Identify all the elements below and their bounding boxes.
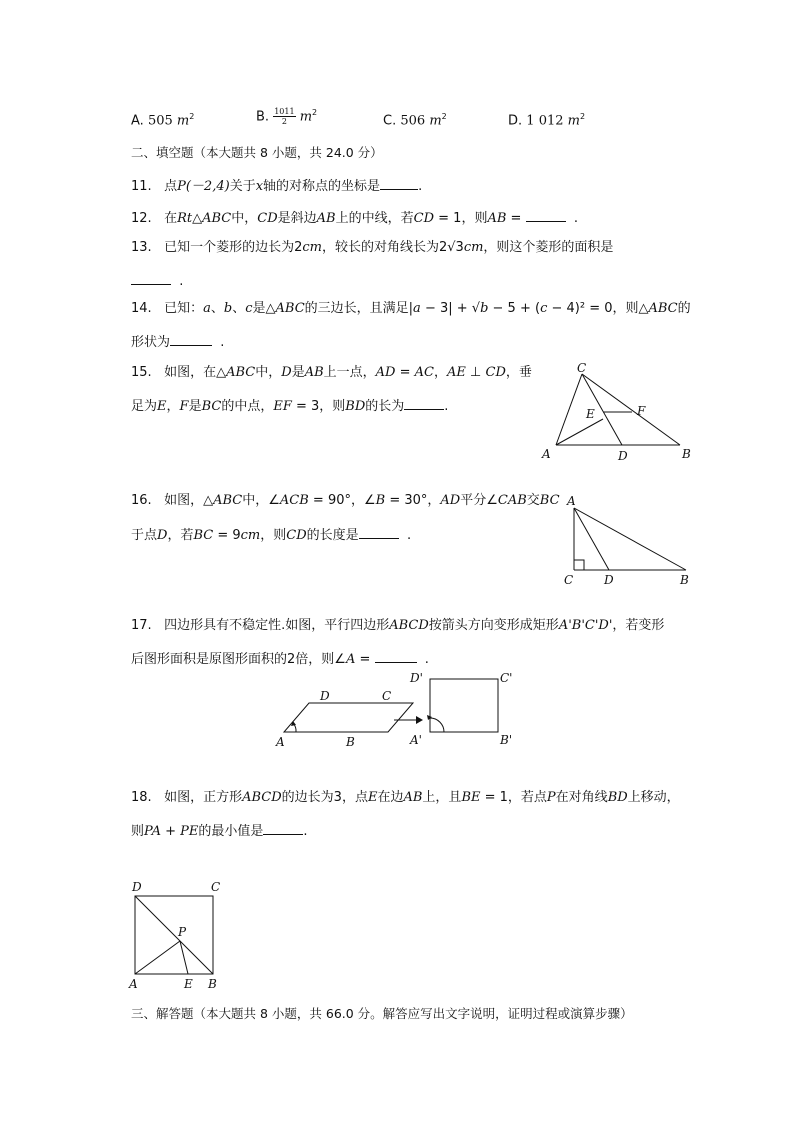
text: ，若变形 — [612, 618, 665, 633]
math: b — [223, 301, 233, 316]
label-d-prime: D' — [410, 671, 423, 685]
question-number: 13. — [131, 240, 152, 255]
text: . — [220, 335, 225, 350]
question-number: 11. — [131, 179, 152, 194]
math: BC — [539, 493, 560, 508]
segment-cb — [582, 374, 680, 445]
math: PA — [144, 824, 161, 839]
segment-ae — [556, 419, 603, 445]
label-d: D — [132, 880, 142, 894]
text: 点 — [164, 179, 178, 194]
math: AC — [414, 365, 434, 380]
math: BC — [193, 528, 214, 543]
option-exp: 2 — [441, 112, 447, 121]
text: 如图，在△ — [164, 365, 227, 380]
text: 、 — [210, 301, 224, 316]
fraction-num: 1011 — [274, 107, 295, 117]
right-angle-mark — [574, 560, 584, 570]
label-a: A — [276, 735, 285, 749]
text: − 3| + √ — [420, 301, 481, 316]
math: cm — [463, 240, 484, 255]
label-c: C — [577, 362, 587, 375]
text: . — [573, 211, 578, 226]
option-value: 506 — [400, 113, 426, 129]
text: 在 — [164, 211, 178, 226]
text: △ — [192, 211, 203, 226]
math: ABCD — [242, 790, 282, 805]
text: = 90°，∠ — [308, 493, 376, 508]
answer-blank[interactable] — [170, 332, 212, 346]
segment-pe — [180, 941, 188, 974]
segment-pa — [135, 941, 180, 974]
option-letter: C. — [383, 113, 397, 129]
label-c-prime: C' — [500, 671, 513, 685]
text: ， — [434, 365, 448, 380]
option-unit: m — [299, 109, 313, 125]
option-exp: 2 — [579, 112, 586, 121]
text: 是 — [291, 365, 305, 380]
math: AB — [316, 211, 336, 226]
text: = 9 — [213, 528, 241, 543]
diagonal-bd — [135, 896, 213, 974]
triangle-figure-q16 — [560, 492, 700, 588]
label-c: C — [564, 573, 574, 587]
math: ABC — [226, 365, 256, 380]
text: 是 — [188, 399, 202, 414]
question-number: 15. — [131, 365, 152, 380]
text: = — [355, 652, 375, 667]
text: 中， — [255, 365, 282, 380]
text: . — [444, 399, 449, 414]
text: 上，且 — [422, 790, 462, 805]
text: = 1，若点 — [480, 790, 547, 805]
segment-ab — [574, 508, 686, 570]
text: ， — [166, 399, 180, 414]
math: a — [413, 301, 421, 316]
text: ，较长的对角线长为2√3 — [321, 240, 464, 255]
math: BC — [201, 399, 222, 414]
math: PE — [180, 824, 199, 839]
label-b: B — [346, 735, 355, 749]
text: 上移动， — [627, 790, 680, 805]
question-number: 12. — [131, 211, 152, 226]
text: 的最小值是 — [198, 824, 264, 839]
text: 关于 — [229, 179, 256, 194]
text: = — [395, 365, 415, 380]
text: 形状为 — [131, 335, 171, 350]
math: ABC — [275, 301, 305, 316]
text: . — [418, 179, 423, 194]
text: 的长度是 — [306, 528, 359, 543]
option-value: 505 — [147, 113, 173, 129]
math: B — [375, 493, 386, 508]
text: 的边长为3，点 — [281, 790, 368, 805]
question-13-line2 — [131, 271, 183, 291]
math: c — [245, 301, 253, 316]
text: ，则 — [260, 528, 287, 543]
text: . — [179, 274, 184, 289]
math: ACB — [279, 493, 309, 508]
math: P — [546, 790, 556, 805]
text: 的三边长，且满足| — [304, 301, 414, 316]
text: 于点 — [131, 528, 158, 543]
text: 在对角线 — [555, 790, 608, 805]
answer-blank[interactable] — [380, 176, 418, 190]
label-b-prime: B' — [500, 733, 513, 747]
section-title-answer: 三、解答题（本大题共 8 小题，共 66.0 分。解答应写出文字说明，证明过程或演算步骤） — [131, 1006, 633, 1021]
math: AB — [487, 211, 507, 226]
math: c — [540, 301, 548, 316]
text: 上一点， — [323, 365, 376, 380]
text: = 3，则 — [291, 399, 346, 414]
question-17 — [131, 617, 664, 635]
text: − 4)² = 0，则△ — [547, 301, 649, 316]
label-a: A — [567, 494, 576, 508]
math: ABC — [213, 493, 243, 508]
label-d: D — [604, 573, 614, 587]
text: . — [406, 528, 412, 543]
math: CD — [485, 365, 506, 380]
text: 按箭头方向变形成矩形 — [428, 618, 559, 633]
answer-blank[interactable] — [359, 525, 399, 539]
answer-blank[interactable] — [375, 649, 417, 663]
label-e: E — [184, 977, 193, 990]
text: 已知一个菱形的边长为2 — [164, 240, 303, 255]
label-c: C — [211, 880, 221, 894]
text: . — [303, 824, 308, 839]
question-number: 14. — [131, 301, 152, 316]
answer-blank[interactable] — [404, 396, 444, 410]
text: 的中点， — [221, 399, 274, 414]
math: ABC — [648, 301, 678, 316]
text: 是△ — [252, 301, 276, 316]
label-c: C — [382, 689, 392, 703]
math: F — [179, 399, 189, 414]
text: 中， — [231, 211, 258, 226]
option-letter: A. — [131, 113, 144, 129]
text: 的 — [677, 301, 691, 316]
question-15 — [131, 364, 532, 382]
section-title-fill-blank: 二、填空题（本大题共 8 小题，共 24.0 分） — [131, 145, 383, 160]
math: AE — [447, 365, 466, 380]
text: = 1，则 — [434, 211, 488, 226]
text: 交 — [526, 493, 540, 508]
question-number: 16. — [131, 493, 152, 508]
text: = — [506, 211, 526, 226]
question-14 — [131, 300, 691, 318]
text: 如图，正方形 — [164, 790, 243, 805]
arrow-head — [416, 716, 423, 724]
option-unit: m — [176, 113, 190, 129]
math: D — [281, 365, 292, 380]
question-14-line2 — [131, 332, 224, 352]
triangle-figure-q15 — [540, 362, 700, 466]
label-b: B — [208, 977, 217, 990]
text: ，则这个菱形的面积是 — [483, 240, 614, 255]
math: AB — [304, 365, 324, 380]
text: 则 — [131, 824, 145, 839]
answer-blank[interactable] — [526, 208, 566, 222]
text: . — [424, 652, 429, 667]
question-13 — [131, 239, 613, 257]
option-value: 1 012 — [526, 113, 564, 129]
math: AD — [375, 365, 396, 380]
math: cm — [240, 528, 261, 543]
text: = 30°， — [385, 493, 441, 508]
option-letter: D. — [508, 113, 523, 129]
math: a — [203, 301, 211, 316]
option-a — [131, 108, 194, 130]
text: ，垂 — [505, 365, 532, 380]
option-exp: 2 — [312, 108, 318, 117]
rectangle-a-b-c-d-prime — [430, 679, 498, 732]
text: 是斜边 — [277, 211, 317, 226]
label-p: P — [178, 925, 187, 939]
math: E — [157, 399, 167, 414]
parallelogram-figure-q17 — [270, 668, 530, 750]
math: AB — [403, 790, 423, 805]
math: E — [367, 790, 378, 805]
label-d: D — [618, 449, 628, 463]
math: BD — [607, 790, 628, 805]
math: CD — [286, 528, 307, 543]
question-number: 17. — [131, 618, 152, 633]
math: D — [157, 528, 168, 543]
text: 轴的对称点的坐标是 — [263, 179, 381, 194]
fraction-den: 2 — [281, 117, 287, 127]
question-17-line2 — [131, 649, 429, 669]
text: 四边形具有不稳定性.如图，平行四边形 — [164, 618, 390, 633]
answer-blank[interactable] — [263, 821, 303, 835]
math: A — [345, 652, 356, 667]
question-number: 18. — [131, 790, 152, 805]
text: 上的中线，若 — [335, 211, 414, 226]
math: b — [480, 301, 489, 316]
math: cm — [302, 240, 322, 255]
text: 足为 — [131, 399, 158, 414]
text: ，若 — [167, 528, 194, 543]
text: 如图，△ — [164, 493, 214, 508]
option-unit: m — [567, 113, 580, 129]
answer-blank[interactable] — [131, 271, 171, 285]
question-15-line2 — [131, 396, 448, 416]
segment-ac — [556, 374, 582, 445]
question-12 — [131, 208, 578, 228]
label-d: D — [320, 689, 330, 703]
label-f: F — [637, 404, 646, 418]
math: P(－2,4) — [177, 179, 230, 194]
label-b: B — [680, 573, 689, 587]
option-d — [508, 108, 585, 130]
math: A'B'C'D' — [558, 618, 613, 633]
math: CD — [413, 211, 435, 226]
text: 、 — [232, 301, 246, 316]
math: AD — [440, 493, 461, 508]
math: EF — [273, 399, 292, 414]
text: 已知： — [164, 301, 204, 316]
math: CAB — [497, 493, 527, 508]
option-b — [256, 104, 317, 126]
question-18 — [131, 789, 680, 807]
text: − 5 + ( — [488, 301, 541, 316]
text: + — [160, 824, 181, 839]
label-e: E — [586, 407, 595, 421]
text: 在边 — [377, 790, 404, 805]
square-figure-q18 — [126, 878, 236, 990]
option-letter: B. — [256, 109, 270, 125]
label-a-prime: A' — [410, 733, 422, 747]
label-a: A — [129, 977, 138, 990]
text: ⊥ — [465, 365, 486, 380]
option-unit: m — [429, 113, 442, 129]
math: ABC — [202, 211, 232, 226]
text: 后图形面积是原图形面积的2倍，则∠ — [131, 652, 346, 667]
math: BE — [461, 790, 481, 805]
question-16 — [131, 492, 560, 510]
text: 的长为 — [365, 399, 405, 414]
label-b: B — [682, 447, 691, 461]
option-fraction — [273, 107, 295, 126]
option-c — [383, 108, 447, 130]
question-18-line2 — [131, 821, 308, 841]
text: 中，∠ — [242, 493, 280, 508]
text: 平分∠ — [460, 493, 498, 508]
math: x — [255, 179, 264, 194]
parallelogram-abcd — [284, 703, 413, 732]
label-a: A — [542, 447, 551, 461]
option-exp: 2 — [189, 112, 195, 121]
math: CD — [257, 211, 278, 226]
right-angle-arc — [430, 718, 444, 732]
math: BD — [345, 399, 366, 414]
math: ABCD — [389, 618, 429, 633]
question-11 — [131, 176, 422, 196]
math: Rt — [177, 211, 193, 226]
question-16-line2 — [131, 525, 411, 545]
